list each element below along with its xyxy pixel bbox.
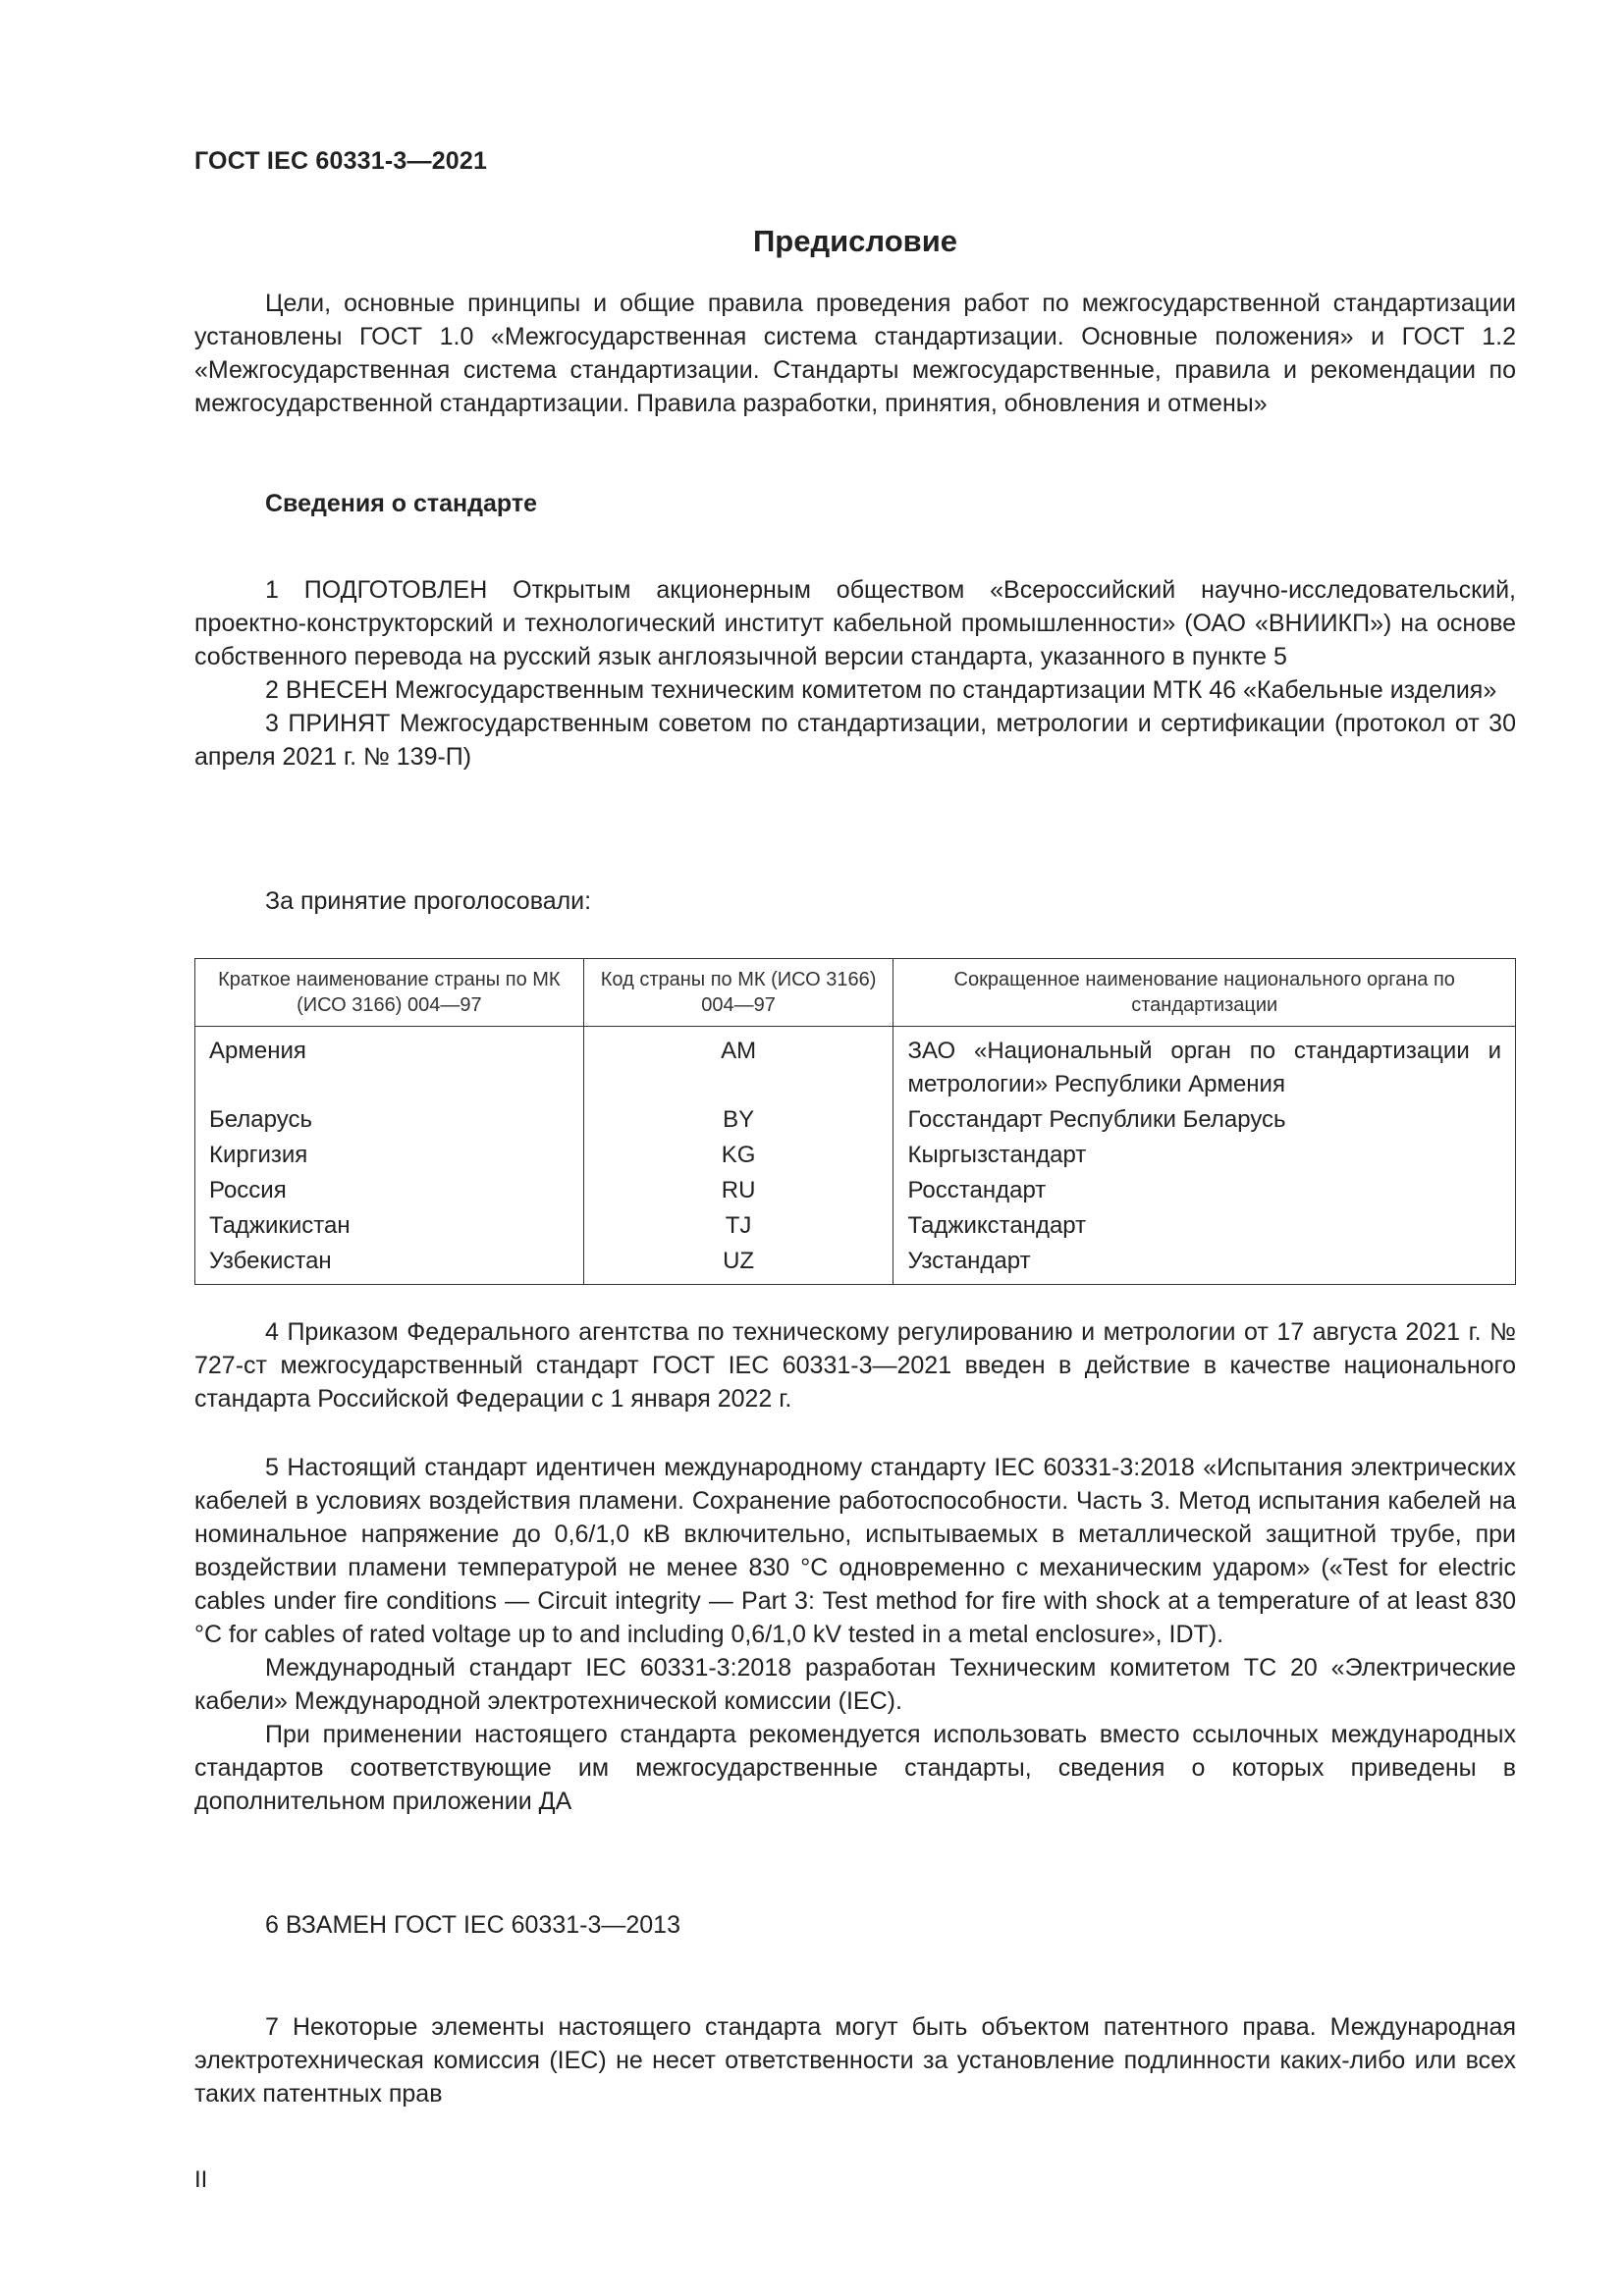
voted-label: За принятие проголосовали: (265, 887, 592, 915)
table-row (195, 1027, 1516, 1103)
item-5-section (194, 1451, 1516, 1818)
country-name: Армения (195, 1027, 584, 1103)
table-row (195, 1138, 1516, 1173)
table-row (195, 1173, 1516, 1208)
document-id: ГОСТ IEC 60331-3—2021 (194, 147, 488, 175)
item-4: 4 Приказом Федерального агентства по техническому регулированию и метрологии от 17 августа 2021 г. № 727-ст межгосударственный стандарт ГОСТ IEC 60331-3—2021 введен в действие в качестве национального стандарта Российской Федерации с 1 января 2022 г. (194, 1318, 1516, 1413)
item-5-references: При применении настоящего стандарта рекомендуется использовать вместо ссылочных международных стандартов соответствующие им межгосударственные стандарты, сведения о которых приведены в дополнительном приложении ДА (194, 1721, 1516, 1815)
info-item-3: 3 ПРИНЯТ Межгосударственным советом по стандартизации, метрологии и сертификации (протокол от 30 апреля 2021 г. № 139-П) (194, 710, 1516, 771)
info-items-1-3 (194, 573, 1516, 774)
standard-info-heading: Сведения о стандарте (265, 490, 538, 517)
item-5-text: 5 Настоящий стандарт идентичен международному стандарту IEC 60331-3:2018 «Испытания электрических кабелей в условиях воздействия пламени. Сохранение работоспособности. Часть 3. Метод испытания кабелей на номинальное напряжение до 0,6/1,0 кВ включительно, испытываемых в металлической защитной трубе, при воздействии пламени температурой не менее 830 °С одновременно с механическим ударом» («Test for electric cables under fire conditions — Circuit integrity — Part 3: Test method for fire with shock at a temperature of at least 830 °C for cables of rated voltage up to and including 0,6/1,0 kV tested in a metal enclosure», IDT). (194, 1454, 1516, 1648)
country-code: BY (583, 1102, 893, 1138)
country-code: UZ (583, 1244, 893, 1285)
header-national-body: Сокращенное наименование национального органа по стандартизации (893, 959, 1516, 1027)
national-body: Узстандарт (893, 1244, 1516, 1285)
item-7-section (194, 2010, 1516, 2110)
country-name: Киргизия (195, 1138, 584, 1173)
item-4-section (194, 1315, 1516, 1415)
table-row (195, 1102, 1516, 1138)
national-body: Таджикстандарт (893, 1208, 1516, 1244)
intro-paragraph: Цели, основные принципы и общие правила проведения работ по межгосударственной стандартизации установлены ГОСТ 1.0 «Межгосударственная система стандартизации. Основные положения» и ГОСТ 1.2 «Межгосударственная система стандартизации. Стандарты межгосударственные, правила и рекомендации по межгосударственной стандартизации. Правила разработки, принятия, обновления и отмены» (194, 290, 1516, 417)
item-7: 7 Некоторые элементы настоящего стандарта могут быть объектом патентного права. Международная электротехническая комиссия (IEC) не несет ответственности за установление подлинности каких-либо или всех таких патентных прав (194, 2013, 1516, 2108)
country-code: TJ (583, 1208, 893, 1244)
national-body: Госстандарт Республики Беларусь (893, 1102, 1516, 1138)
header-country-name: Краткое наименование страны по МК (ИСО 3166) 004—97 (195, 959, 584, 1027)
national-body: ЗАО «Национальный орган по стандартизации и метрологии» Республики Армения (893, 1027, 1516, 1103)
national-body: Росстандарт (893, 1173, 1516, 1208)
member-states-table (194, 958, 1516, 1285)
item-6: 6 ВЗАМЕН ГОСТ IEC 60331-3—2013 (265, 1911, 680, 1939)
table-row (195, 1244, 1516, 1285)
header-country-code: Код страны по МК (ИСО 3166) 004—97 (583, 959, 893, 1027)
country-name: Узбекистан (195, 1244, 584, 1285)
national-body: Кыргызстандарт (893, 1138, 1516, 1173)
intro-section (194, 287, 1516, 420)
table-header-row (195, 959, 1516, 1027)
item-6-section (194, 1908, 1516, 1942)
info-item-1: 1 ПОДГОТОВЛЕН Открытым акционерным обществом «Всероссийский научно-исследовательский, проектно-конструкторский и технологический институт кабельной промышленности» (ОАО «ВНИИКП») на основе собственного перевода на русский язык англоязычной версии стандарта, указанного в пункте 5 (194, 576, 1516, 670)
page-number: II (194, 2166, 208, 2193)
country-code: AM (583, 1027, 893, 1103)
country-code: KG (583, 1138, 893, 1173)
country-code: RU (583, 1173, 893, 1208)
country-name: Беларусь (195, 1102, 584, 1138)
country-name: Россия (195, 1173, 584, 1208)
item-5-origin: Международный стандарт IEC 60331-3:2018 разработан Техническим комитетом TC 20 «Электрические кабели» Международной электротехнической комиссии (IEC). (194, 1654, 1516, 1715)
table-row (195, 1208, 1516, 1244)
info-item-2: 2 ВНЕСЕН Межгосударственным техническим комитетом по стандартизации МТК 46 «Кабельные изделия» (265, 676, 1497, 704)
page-title: Предисловие (752, 224, 957, 258)
country-name: Таджикистан (195, 1208, 584, 1244)
